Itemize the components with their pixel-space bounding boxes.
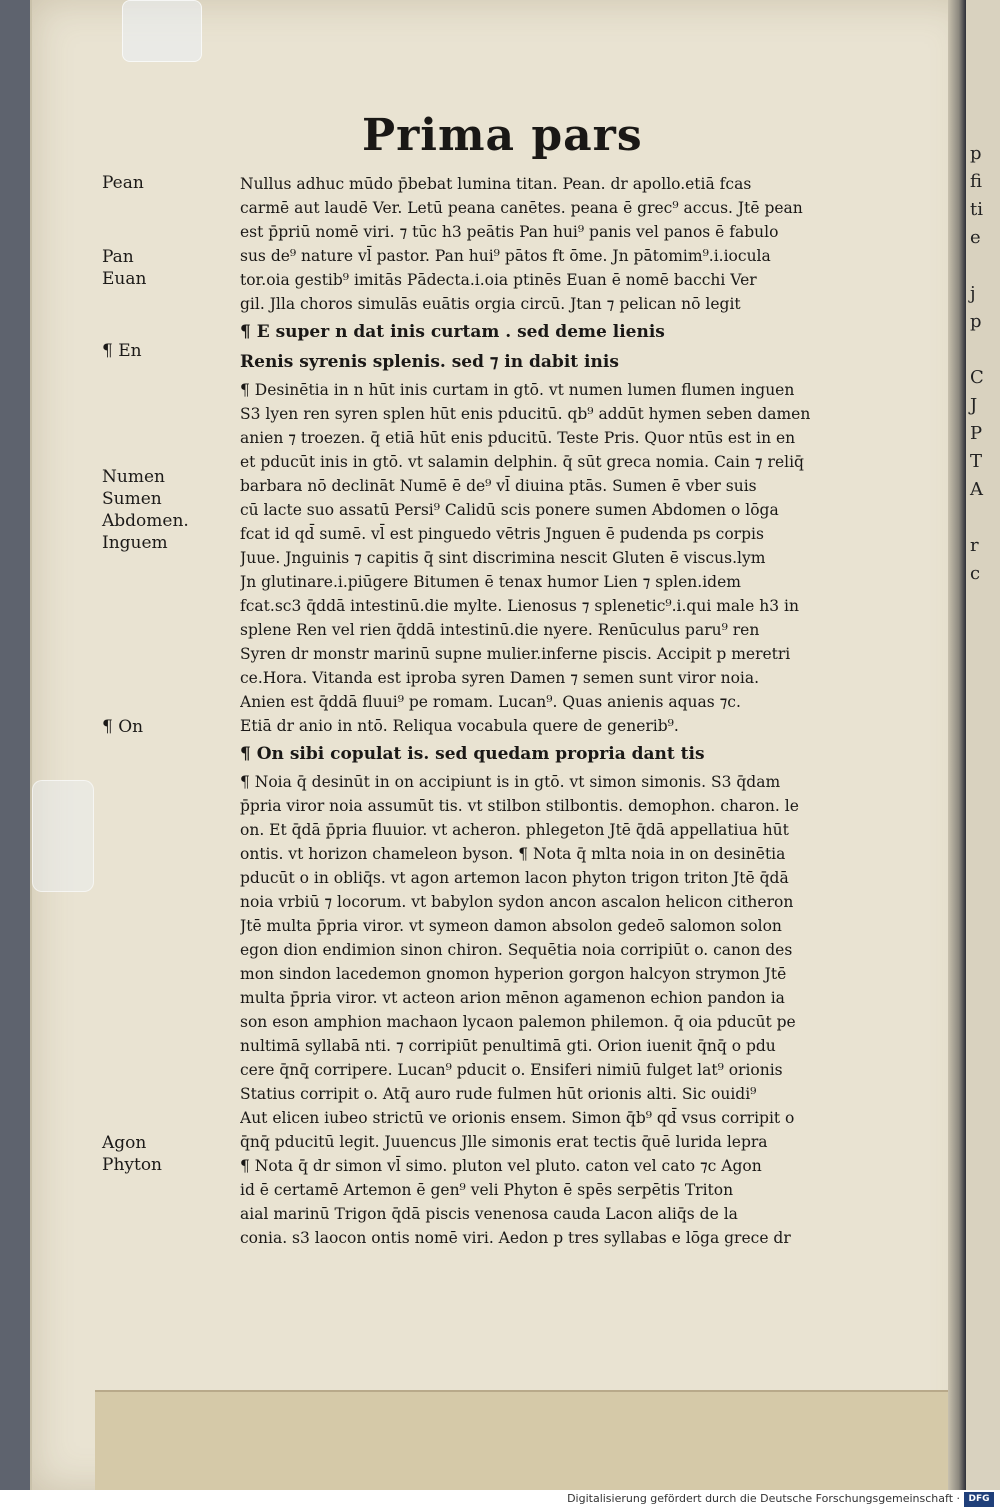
- text-line: Jn glutinare.i.piūgere Bitumen ē tenax humor Lien ⁊ splen.idem: [240, 573, 741, 591]
- text-line: Syren dr monstr marinū supne mulier.inferne piscis. Accipit p meretri: [240, 645, 791, 663]
- footer-bar: [0, 1490, 1000, 1510]
- text-line: aial marinū Trigon q̄dā piscis venenosa cauda Lacon aliq̄s de la: [240, 1205, 738, 1223]
- text-line: est p̄priū nomē viri. ⁊ tūc h3 peātis Pan hui⁹ panis vel panos ē fabulo: [240, 223, 779, 241]
- text-line: et pducūt inis in gtō. vt salamin delphin. q̄ sūt greca nomia. Cain ⁊ reliq̄: [240, 453, 804, 471]
- text-line: ontis. vt horizon chameleon byson. ¶ Nota q̄ mlta noia in on desinētia: [240, 845, 786, 863]
- glass-clip-left: [32, 780, 94, 892]
- main-text-block: [240, 172, 865, 1250]
- text-line: S3 lyen ren syren splen hūt enis pducitū. qb⁹ addūt hymen seben damen: [240, 405, 811, 423]
- text-line: ¶ Nota q̄ dr simon vl̄ simo. pluton vel pluto. caton vel cato ⁊c Agon: [240, 1157, 762, 1175]
- text-line: multa p̄pria viror. vt acteon arion mēnon agamenon echion pandon ia: [240, 989, 785, 1007]
- book-page: [30, 0, 972, 1490]
- funding-note: Digitalisierung gefördert durch die Deutsche Forschungsgemeinschaft ·: [567, 1492, 960, 1505]
- page-bottom-edge: [95, 1390, 950, 1490]
- text-line: conia. s3 laocon ontis nomē viri. Aedon p tres syllabas e lōga grece dr: [240, 1229, 791, 1247]
- text-line: fcat id qd̄ sumē. vl̄ est pinguedo vētris Jnguen ē pudenda ps corpis: [240, 525, 764, 543]
- text-line: cū lacte suo assatū Persi⁹ Calidū scis ponere sumen Abdomen o lōga: [240, 501, 779, 519]
- text-line: on. Et q̄dā p̄pria fluuior. vt acheron. phlegeton Jtē q̄dā appellatiua hūt: [240, 821, 789, 839]
- text-line: p̄pria viror noia assumūt tis. vt stilbon stilbontis. demophon. charon. le: [240, 797, 799, 815]
- text-line: fcat.sc3 q̄ddā intestinū.die mylte. Lienosus ⁊ splenetic⁹.i.qui male h3 in: [240, 597, 799, 615]
- text-line: id ē certamē Artemon ē gen⁹ veli Phyton ē spēs serpētis Triton: [240, 1181, 734, 1199]
- facing-page: [966, 0, 1000, 1490]
- text-line: son eson amphion machaon lycaon palemon philemon. q̄ oia pducūt pe: [240, 1013, 796, 1031]
- text-line: tor.oia gestib⁹ imitās Pādecta.i.oia ptinēs Euan ē nomē bacchi Ver: [240, 271, 757, 289]
- margin-note-nouns: Numen Sumen Abdomen. Inguem: [102, 467, 189, 553]
- margin-note-on: ¶ On: [102, 717, 144, 737]
- text-line: egon dion endimion sinon chiron. Sequētia noia corripiūt o. canon des: [240, 941, 793, 959]
- text-line: anien ⁊ troezen. q̄ etiā hūt enis pducitū. Teste Pris. Quor ntūs est in en: [240, 429, 796, 447]
- text-line: barbara nō declināt Numē ē de⁹ vl̄ diuina ptās. Sumen ē vber suis: [240, 477, 757, 495]
- rubric-line: ¶ On sibi copulat is. sed quedam propria dant tis: [240, 744, 705, 764]
- text-line: nultimā syllabā nti. ⁊ corripiūt penultimā gti. Orion iuenit q̄nq̄ o pdu: [240, 1037, 776, 1055]
- text-line: q̄nq̄ pducitū legit. Juuencus Jlle simonis erat tectis q̄uē lurida lepra: [240, 1133, 768, 1151]
- text-line: pducūt o in obliq̄s. vt agon artemon lacon phyton trigon triton Jtē q̄dā: [240, 869, 789, 887]
- page-heading: Prima pars: [362, 110, 643, 161]
- text-line: Statius corripit o. Atq̄ auro rude fulmen hūt orionis alti. Sic ouidi⁹: [240, 1085, 757, 1103]
- text-line: Jtē multa p̄pria viror. vt symeon damon absolon gedeō salomon solon: [240, 917, 782, 935]
- text-line: noia vrbiū ⁊ locorum. vt babylon sydon ancon ascalon helicon citheron: [240, 893, 794, 911]
- rubric-line: ¶ E super n dat inis curtam . sed deme lienis: [240, 322, 665, 342]
- text-line: Anien est q̄ddā fluui⁹ pe romam. Lucan⁹. Quas anienis aquas ⁊c.: [240, 693, 741, 711]
- facing-page-text: p fi ti e j p C J P T A r c: [970, 143, 984, 584]
- text-line: sus de⁹ nature vl̄ pastor. Pan hui⁹ pātos ft ōme. Jn pātomim⁹.i.iocula: [240, 247, 771, 265]
- margin-note-pean: Pean: [102, 173, 144, 193]
- text-line: Etiā dr anio in ntō. Reliqua vocabula quere de generib⁹.: [240, 717, 679, 735]
- text-line: splene Ren vel rien q̄ddā intestinū.die nyere. Renūculus paru⁹ ren: [240, 621, 760, 639]
- margin-note-agon-phyton: Agon Phyton: [102, 1133, 163, 1175]
- dfg-logo: DFG: [964, 1492, 994, 1507]
- text-line: ¶ Noia q̄ desinūt in on accipiunt is in gtō. vt simon simonis. S3 q̄dam: [240, 773, 781, 791]
- text-line: Nullus adhuc mūdo p̄bebat lumina titan. Pean. dr apollo.etiā fcas: [240, 175, 752, 193]
- text-line: Aut elicen iubeo strictū ve orionis ensem. Simon q̄b⁹ qd̄ vsus corripit o: [240, 1109, 795, 1127]
- text-line: ¶ Desinētia in n hūt inis curtam in gtō. vt numen lumen flumen inguen: [240, 381, 795, 399]
- text-line: ce.Hora. Vitanda est iproba syren Damen ⁊ semen sunt viror noia.: [240, 669, 760, 687]
- text-line: mon sindon lacedemon gnomon hyperion gorgon halcyon strymon Jtē: [240, 965, 787, 983]
- margin-note-en: ¶ En: [102, 341, 142, 361]
- book-gutter: [948, 0, 966, 1490]
- glass-clip-top: [122, 0, 202, 62]
- margin-note-pan-euan: Pan Euan: [102, 247, 147, 289]
- text-line: cere q̄nq̄ corripere. Lucan⁹ pducit o. Ensiferi nimiū fulget lat⁹ orionis: [240, 1061, 783, 1079]
- text-line: gil. Jlla choros simulās euātis orgia circū. Jtan ⁊ pelican nō legit: [240, 295, 741, 313]
- text-line: Juue. Jnguinis ⁊ capitis q̄ sint discrimina nescit Gluten ē viscus.lym: [240, 549, 766, 567]
- rubric-line: Renis syrenis splenis. sed ⁊ in dabit inis: [240, 352, 619, 372]
- text-line: carmē aut laudē Ver. Letū peana canētes. peana ē grec⁹ accus. Jtē pean: [240, 199, 803, 217]
